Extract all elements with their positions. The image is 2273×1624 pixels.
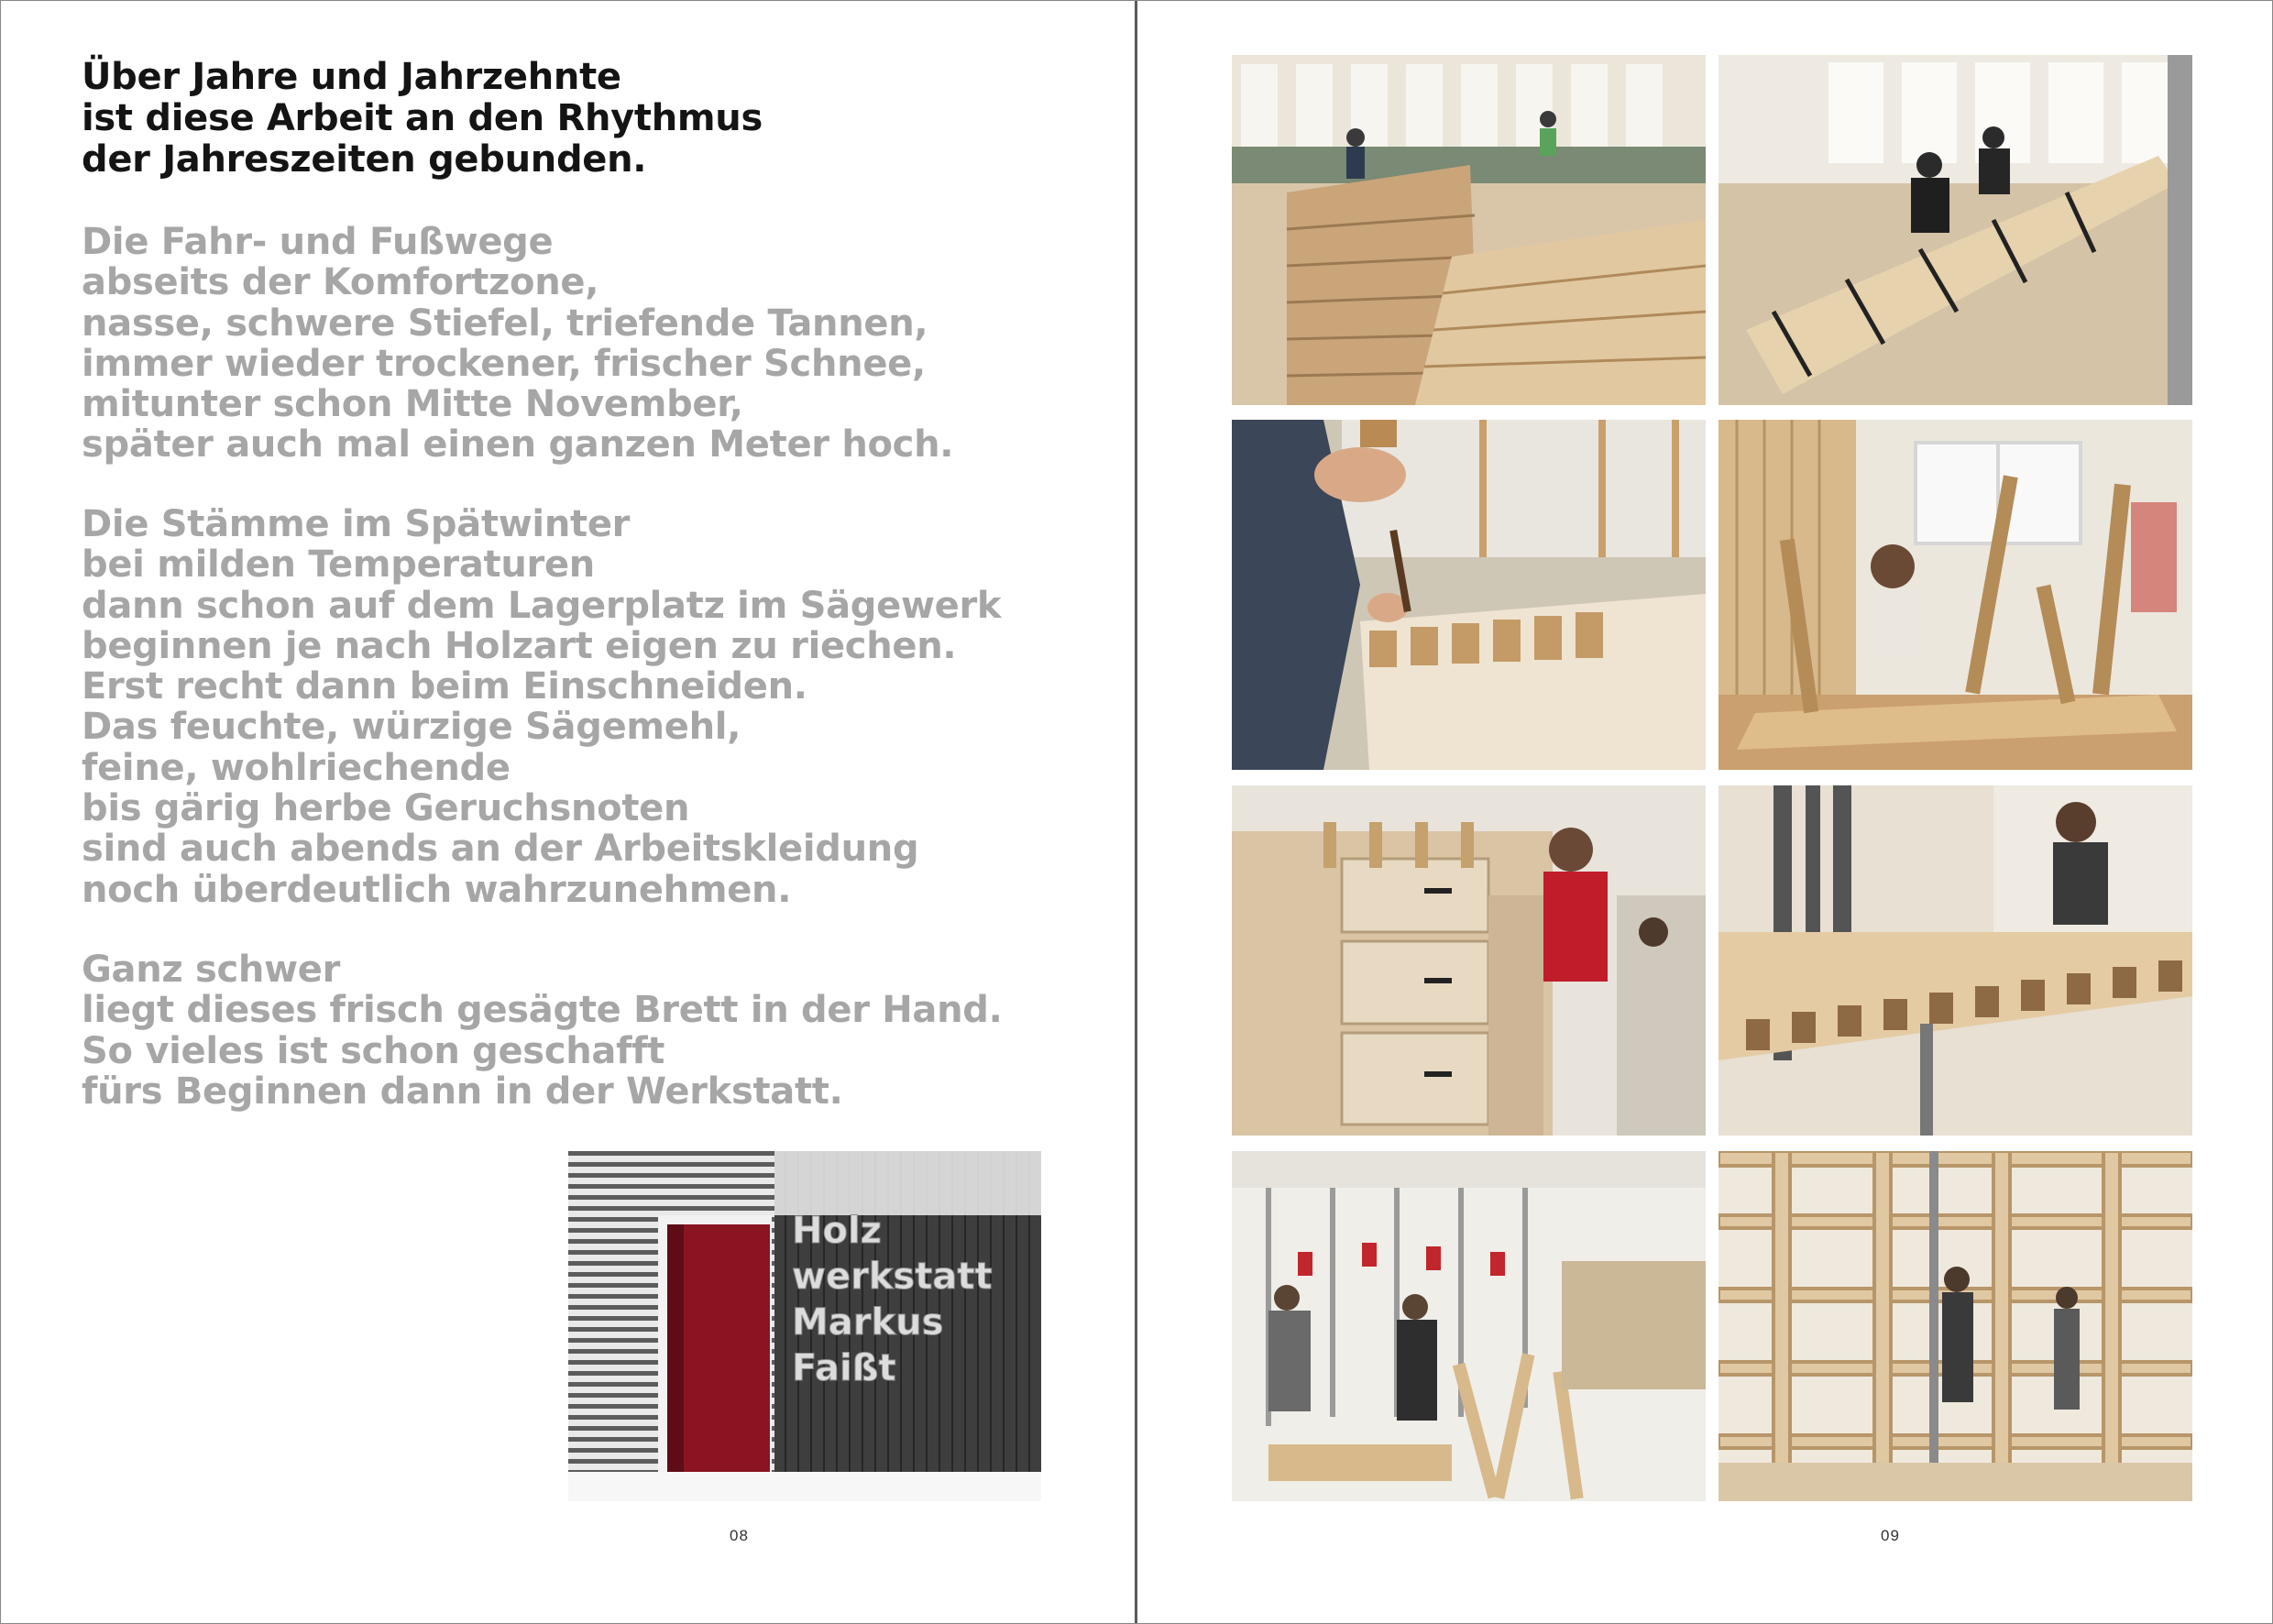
- text-line: nasse, schwere Stiefel, triefende Tannen,: [82, 302, 928, 345]
- text-line: dann schon auf dem Lagerplatz im Sägewerk: [82, 584, 1002, 627]
- text-line: bei milden Temperaturen: [82, 543, 595, 587]
- headline: [82, 57, 998, 181]
- text-line: noch überdeutlich wahrzunehmen.: [82, 868, 792, 911]
- text-line: Die Stämme im Spätwinter: [82, 503, 631, 545]
- photo-table-clamping: [1718, 55, 2192, 405]
- text-line: mitunter schon Mitte November,: [82, 383, 743, 426]
- paragraph-paths: [82, 222, 1071, 466]
- photo-lumber-stacks: [1232, 55, 1706, 405]
- text-line: Die Fahr- und Fußwege: [82, 221, 554, 263]
- text-line: immer wieder trockener, frischer Schnee,: [82, 342, 926, 385]
- text-line: sind auch abends an der Arbeitskleidung: [82, 828, 919, 871]
- left-page: [0, 0, 1136, 1624]
- photo-shelf-unit: [1718, 1151, 2192, 1501]
- text-line: abseits der Komfortzone,: [82, 261, 599, 304]
- sign-text: Markus: [792, 1301, 944, 1344]
- paragraph-board: [82, 949, 1071, 1112]
- text-line: fürs Beginnen dann in der Werkstatt.: [82, 1070, 843, 1113]
- text-line: So vieles ist schon geschafft: [82, 1029, 665, 1072]
- photo-dovetail-chiseling: [1232, 420, 1706, 770]
- sign-text: Holz: [792, 1210, 882, 1252]
- right-page: [1137, 0, 2273, 1624]
- text-line: beginnen je nach Holzart eigen zu riechen.: [82, 624, 957, 667]
- text-line: später auch mal einen ganzen Meter hoch.: [82, 423, 954, 466]
- photo-chair-making: [1718, 420, 2192, 770]
- photo-cabinet-drawers: [1232, 785, 1706, 1136]
- text-line: bis gärig herbe Geruchsnoten: [82, 787, 690, 830]
- photo-clamp-wall: [1232, 1151, 1706, 1501]
- text-line: Ganz schwer: [82, 949, 341, 991]
- photo-workshop-sign: [568, 1151, 1041, 1501]
- text-line: Erst recht dann beim Einschneiden.: [82, 665, 807, 708]
- page-number: 08: [730, 1527, 749, 1544]
- text-line: Das feuchte, würzige Sägemehl,: [82, 706, 741, 749]
- photo-finger-joint-tabletop: [1718, 785, 2192, 1136]
- headline-line: Über Jahre und Jahrzehnte: [82, 56, 621, 98]
- headline-line: ist diese Arbeit an den Rhythmus: [82, 97, 763, 139]
- sign-text: werkstatt: [792, 1256, 993, 1298]
- sign-text: Faißt: [792, 1347, 896, 1389]
- page-number: 09: [1881, 1527, 1900, 1544]
- text-line: liegt dieses frisch gesägte Brett in der Hand.: [82, 989, 1003, 1032]
- text-line: feine, wohlriechende: [82, 746, 511, 789]
- paragraph-logs: [82, 504, 1071, 910]
- headline-line: der Jahreszeiten gebunden.: [82, 138, 647, 181]
